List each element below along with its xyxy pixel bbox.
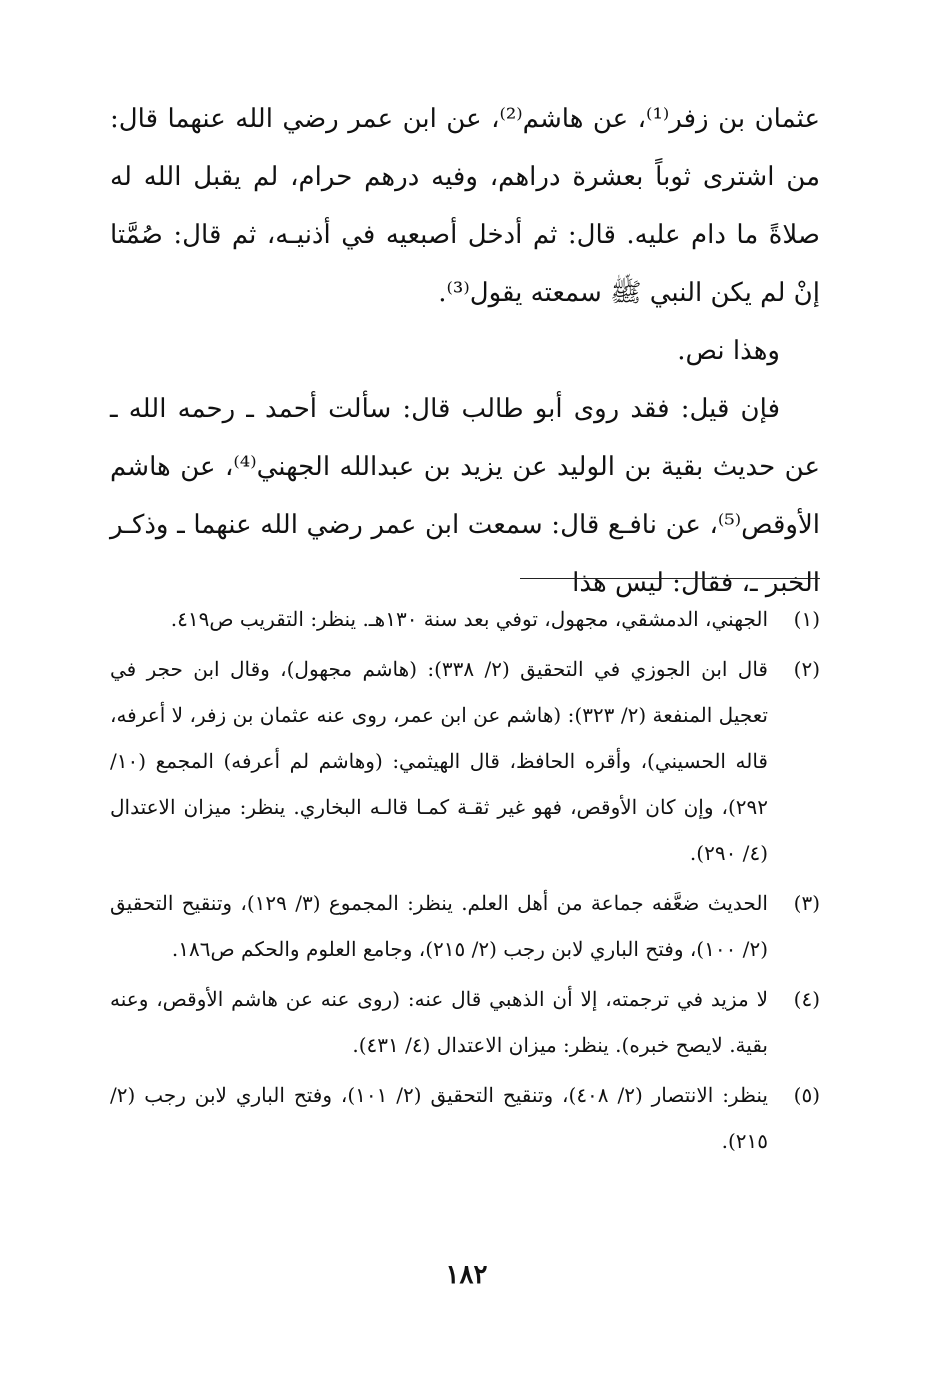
footnote-number: (٣) bbox=[793, 891, 820, 915]
footnote-2 bbox=[110, 646, 820, 876]
footnote-3 bbox=[110, 880, 820, 972]
page-number: ١٨٢ bbox=[445, 1260, 488, 1290]
footnote-text: ينظر: الانتصار (٢/ ٤٠٨)، وتنقيح التحقيق (٢/ ١٠١)، وفتح الباري لابن رجب (٢/ ٢١٥). bbox=[110, 1083, 768, 1153]
footnote-text: الجهني، الدمشقي، مجهول، توفي بعد سنة ١٣٠هـ. ينظر: التقريب ص٤١٩. bbox=[170, 607, 768, 631]
footnote-5 bbox=[110, 1072, 820, 1164]
footnote-number: (٤) bbox=[793, 987, 820, 1011]
main-text bbox=[110, 90, 820, 612]
footnote-text: لا مزيد في ترجمته، إلا أن الذهبي قال عنه: (روى عنه عن هاشم الأوقص، وعنه بقية. لايصح خبره). ينظر: ميزان الاعتدال (٤/ ٤٣١). bbox=[110, 987, 768, 1057]
footnote-1 bbox=[110, 596, 820, 642]
paragraph-3: فإن قيل: فقد روى أبو طالب قال: سألت أحمد ـ رحمه الله ـ عن حديث بقية بن الوليد عن يزيد بن عبدالله الجهني⁽⁴⁾، عن هاشم الأوقص⁽⁵⁾، عن نافـع قال: سمعت ابن عمر رضي الله عنهما ـ وذكـر الخبر ـ، فقال: ليس هذا bbox=[110, 394, 820, 598]
paragraph-1: عثمان بن زفر⁽¹⁾، عن هاشم⁽²⁾، عن ابن عمر رضي الله عنهما قال: من اشترى ثوباً بعشرة دراهم، وفيه درهم حرام، لم يقبل الله له صلاةً ما دام عليه. قال: ثم أدخل أصبعيه في أذنيـه، ثم قال: صُمَّتا إنْ لم يكن النبي ﷺ سمعته يقول⁽³⁾. bbox=[110, 104, 820, 308]
paragraph-2: وهذا نص. bbox=[677, 336, 780, 366]
footnote-4 bbox=[110, 976, 820, 1068]
footnote-text: قال ابن الجوزي في التحقيق (٢/ ٣٣٨): (هاشم مجهول)، وقال ابن حجر في تعجيل المنفعة (٢/ ٣٢٣): (هاشم عن ابن عمر، روى عنه عثمان بن زفر، لا أعرفه، قاله الحسيني)، وأقره الحافظ، قال الهيثمي: (وهاشم لم أعرفه) المجمع (١٠/ ٢٩٢)، وإن كان الأوقص، فهو غير ثقـة كمـا قالـه البخاري. ينظر: ميزان الاعتدال (٤/ ٢٩٠). bbox=[110, 657, 768, 865]
footnote-number: (٥) bbox=[793, 1083, 820, 1107]
footnotes bbox=[110, 596, 820, 1168]
footnote-number: (١) bbox=[793, 607, 820, 631]
footnote-text: الحديث ضعَّفه جماعة من أهل العلم. ينظر: المجموع (٣/ ١٢٩)، وتنقيح التحقيق (٢/ ١٠٠)، وفتح الباري لابن رجب (٢/ ٢١٥)، وجامع العلوم والحكم ص١٨٦. bbox=[110, 891, 768, 961]
footnote-number: (٢) bbox=[793, 657, 820, 681]
footnote-separator bbox=[520, 578, 820, 579]
